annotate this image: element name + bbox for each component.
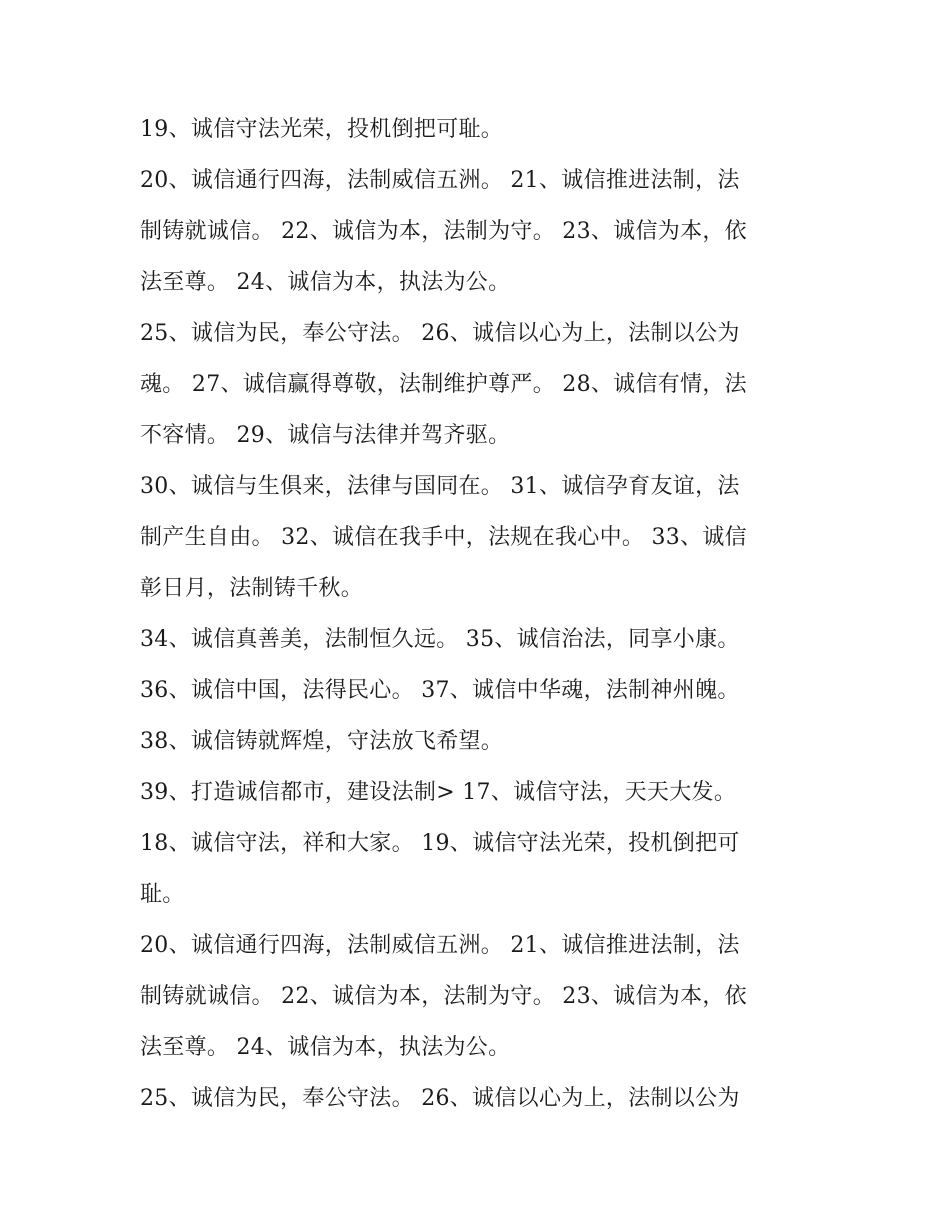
text-line: 19、诚信守法光荣，投机倒把可耻。 bbox=[140, 117, 504, 142]
text-line: 法至尊。 24、诚信为本，执法为公。 bbox=[140, 270, 511, 295]
text-line: 36、诚信中国，法得民心。 37、诚信中华魂，法制神州魄。 bbox=[140, 678, 740, 703]
text-line: 20、诚信通行四海，法制威信五洲。 21、诚信推进法制，法 bbox=[140, 168, 740, 193]
text-line: 34、诚信真善美，法制恒久远。 35、诚信治法，同享小康。 bbox=[140, 627, 740, 652]
text-line: 18、诚信守法，祥和大家。 19、诚信守法光荣，投机倒把可 bbox=[140, 831, 740, 856]
text-line: 魂。 27、诚信赢得尊敬，法制维护尊严。 28、诚信有情，法 bbox=[140, 372, 747, 397]
text-line: 39、打造诚信都市，建设法制> 17、诚信守法，天天大发。 bbox=[140, 780, 737, 805]
text-line: 耻。 bbox=[140, 882, 185, 907]
text-line: 25、诚信为民，奉公守法。 26、诚信以心为上，法制以公为 bbox=[140, 1086, 740, 1111]
text-line: 制产生自由。 32、诚信在我手中，法规在我心中。 33、诚信 bbox=[140, 525, 747, 550]
text-line: 法至尊。 24、诚信为本，执法为公。 bbox=[140, 1035, 511, 1060]
text-line: 制铸就诚信。 22、诚信为本，法制为守。 23、诚信为本，依 bbox=[140, 219, 747, 244]
text-line: 30、诚信与生俱来，法律与国同在。 31、诚信孕育友谊，法 bbox=[140, 474, 740, 499]
text-line: 20、诚信通行四海，法制威信五洲。 21、诚信推进法制，法 bbox=[140, 933, 740, 958]
document-body bbox=[140, 104, 820, 1124]
text-line: 制铸就诚信。 22、诚信为本，法制为守。 23、诚信为本，依 bbox=[140, 984, 747, 1009]
text-line: 38、诚信铸就辉煌，守法放飞希望。 bbox=[140, 729, 504, 754]
text-line: 不容情。 29、诚信与法律并驾齐驱。 bbox=[140, 423, 511, 448]
text-line: 25、诚信为民，奉公守法。 26、诚信以心为上，法制以公为 bbox=[140, 321, 740, 346]
text-line: 彰日月，法制铸千秋。 bbox=[140, 576, 364, 601]
